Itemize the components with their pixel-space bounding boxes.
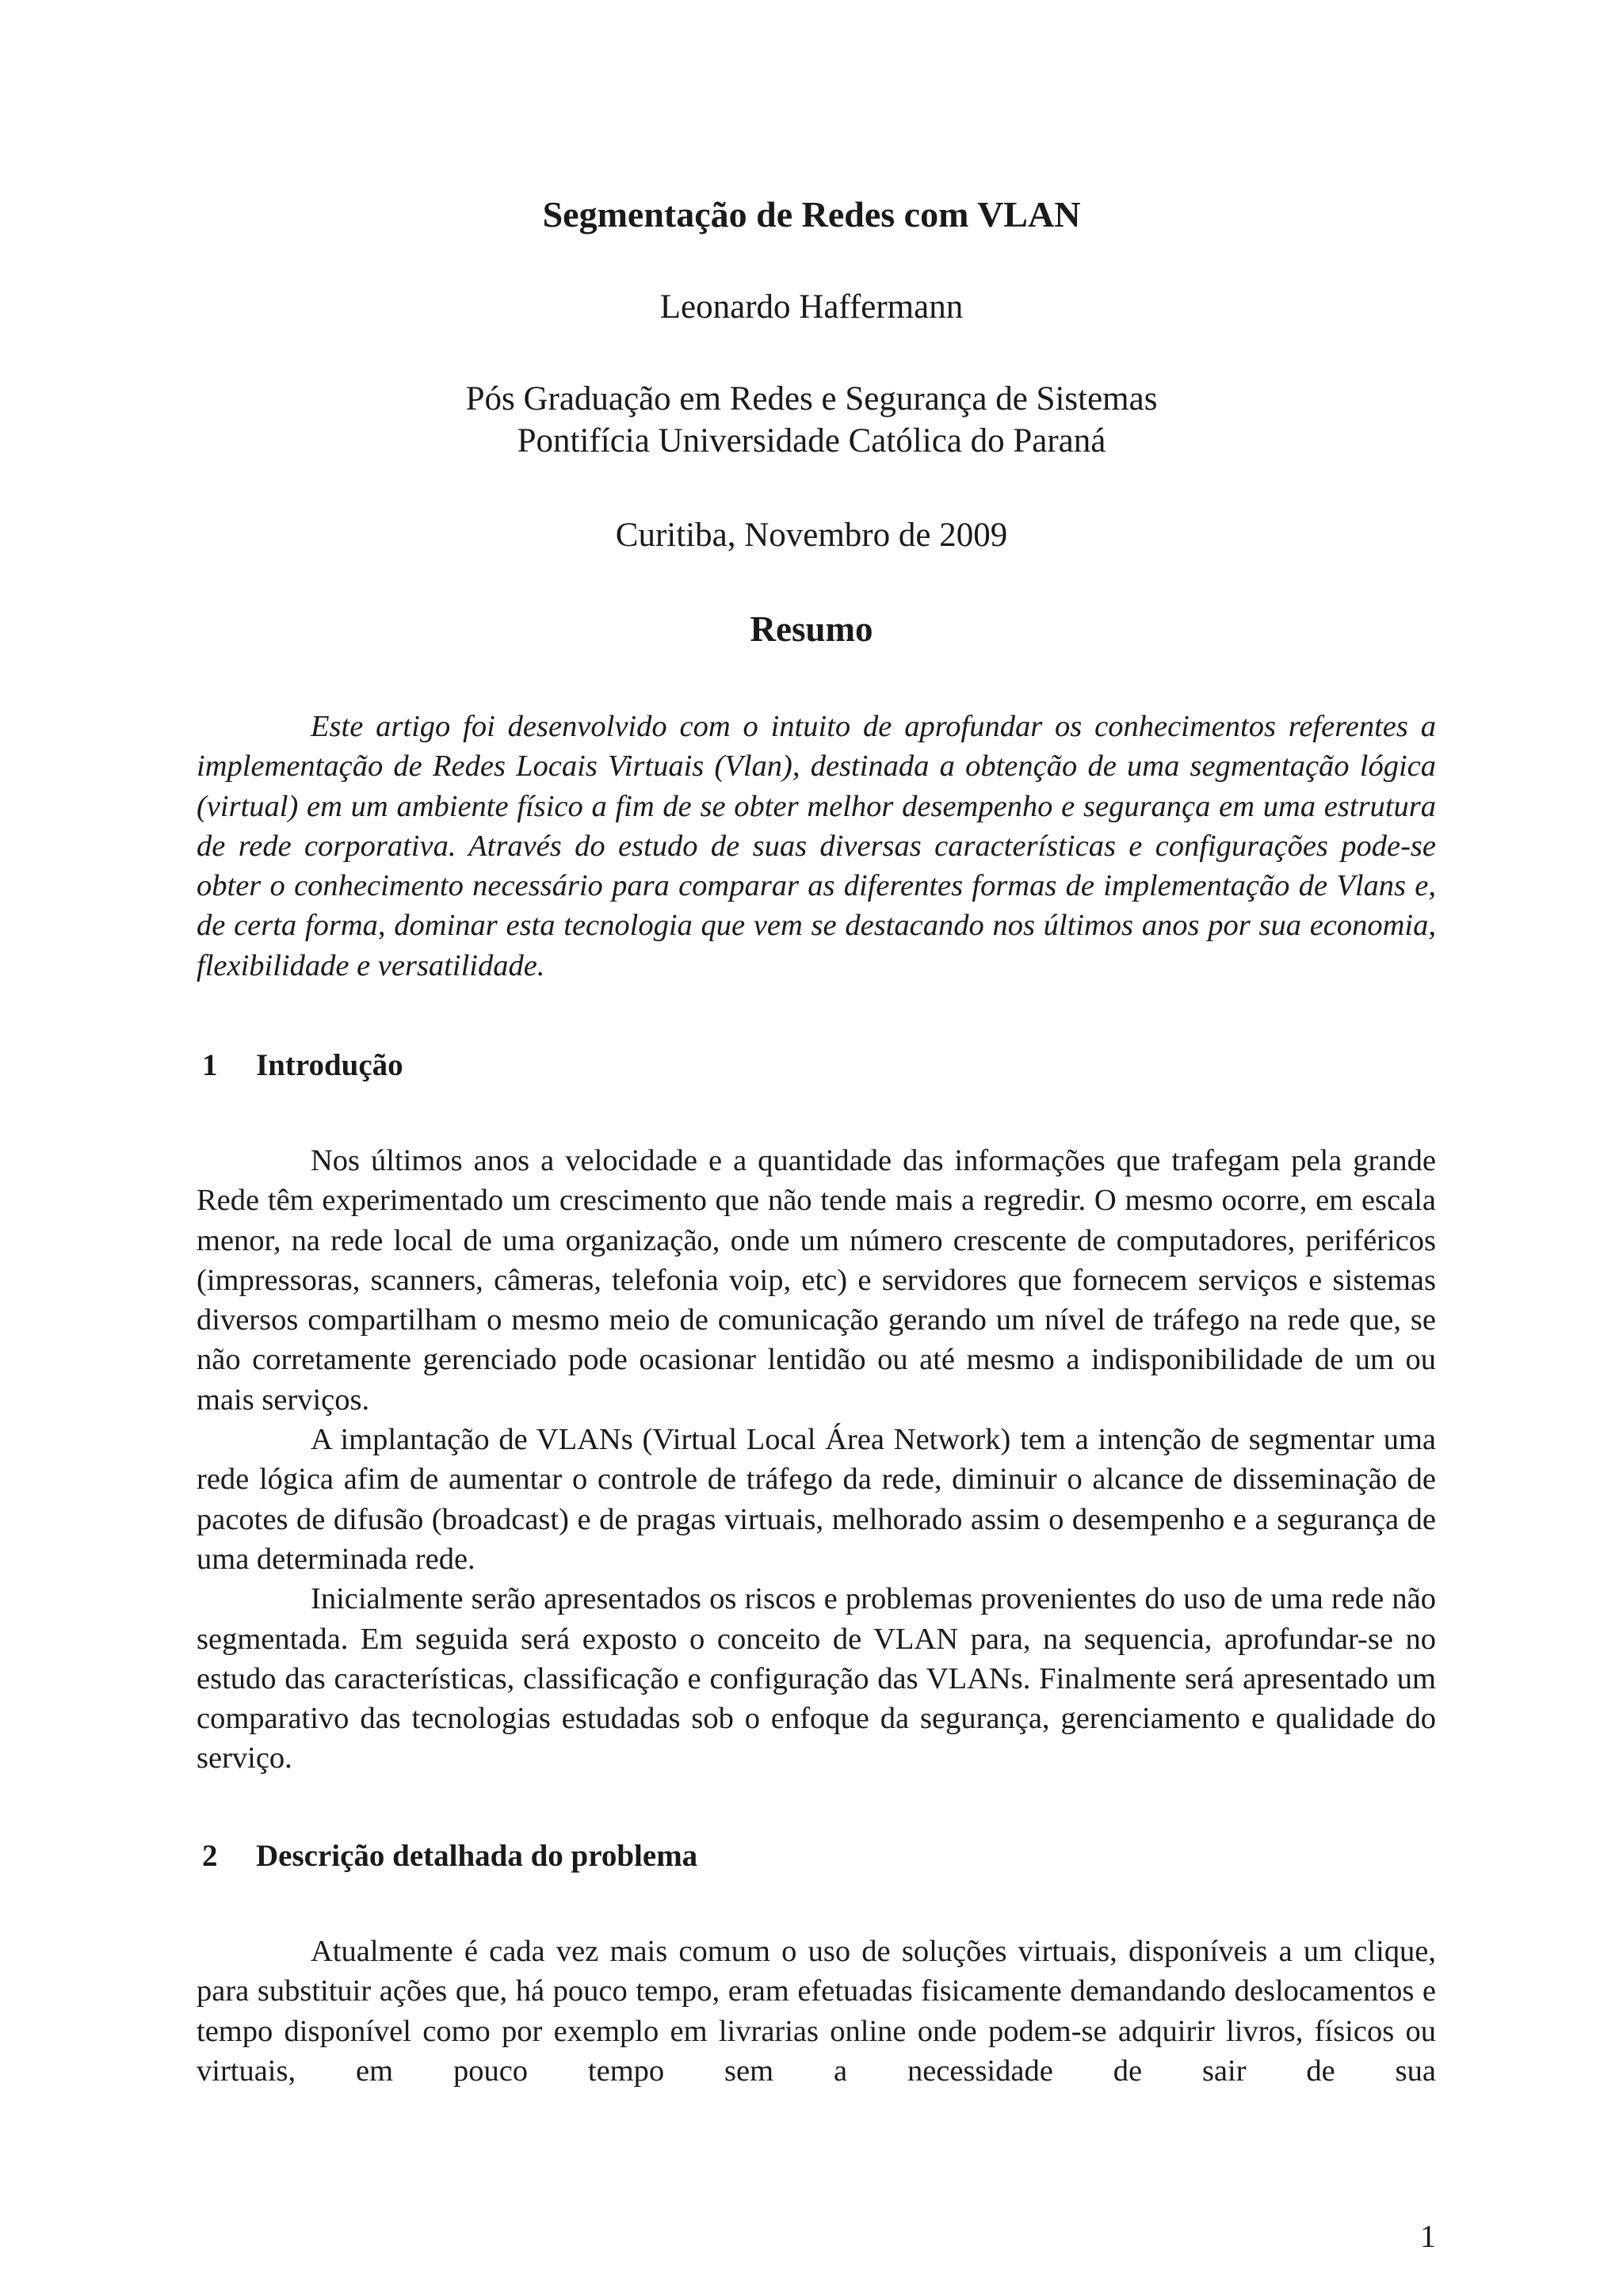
- body-paragraph: Nos últimos anos a velocidade e a quantidade das informações que trafegam pela grande Rede têm experimentado um crescimento que não tende mais a regredir. O mesmo ocorre, em escala menor, na rede local de uma organização, onde um número crescente de computadores, periféricos (impressoras, scanners, câmeras, telefonia voip, etc) e servidores que fornecem serviços e sistemas diversos compartilham o mesmo meio de comunicação gerando um nível de tráfego na rede que, se não corretamente gerenciado pode ocasionar lentidão ou até mesmo a indisponibilidade de um ou mais serviços.: [197, 1144, 1436, 1417]
- section-number: 1: [202, 1048, 218, 1082]
- section-title: Introdução: [256, 1048, 403, 1082]
- body-paragraph: A implantação de VLANs (Virtual Local Área Network) tem a intenção de segmentar uma rede lógica afim de aumentar o controle de tráfego da rede, diminuir o alcance de disseminação de pacotes de difusão (broadcast) e de pragas virtuais, melhorado assim o desempenho e a segurança de uma determinada rede.: [197, 1423, 1436, 1576]
- abstract-paragraph: Este artigo foi desenvolvido com o intuito de aprofundar os conhecimentos referentes a implementação de Redes Locais Virtuais (Vlan), destinada a obtenção de uma segmentação lógica (virtual) em um ambiente físico a fim de se obter melhor desempenho e segurança em uma estrutura de rede corporativa. Através do estudo de suas diversas características e configurações pode-se obter o conhecimento necessário para comparar as diferentes formas de implementação de Vlans e, de certa forma, dominar esta tecnologia que vem se destacando nos últimos anos por sua economia, flexibilidade e versatilidade.: [197, 710, 1436, 982]
- affiliation-university: Pontifícia Universidade Católica do Paraná: [517, 422, 1106, 460]
- section-number: 2: [202, 1839, 218, 1873]
- section-body-descricao: [197, 1932, 1436, 2091]
- page-number: 1: [1420, 2218, 1436, 2254]
- abstract-heading: Resumo: [750, 609, 873, 649]
- dateline: Curitiba, Novembro de 2009: [615, 517, 1008, 554]
- section-heading-descricao: [202, 1836, 697, 1876]
- section-body-introducao: [197, 1141, 1436, 1779]
- affiliation-program: Pós Graduação em Redes e Segurança de Sistemas: [465, 380, 1158, 418]
- section-title: Descrição detalhada do problema: [256, 1839, 698, 1873]
- section-heading-introducao: [202, 1046, 403, 1085]
- author-name: Leonardo Haffermann: [659, 288, 964, 326]
- body-paragraph: Atualmente é cada vez mais comum o uso de soluções virtuais, disponíveis a um clique, para substituir ações que, há pouco tempo, eram efetuadas fisicamente demandando deslocamentos e tempo disponível como por exemplo em livrarias online onde podem-se adquirir livros, físicos ou virtuais, em pouco tempo sem a necessidade de sair de sua: [197, 1935, 1436, 2088]
- body-paragraph: Inicialmente serão apresentados os riscos e problemas provenientes do uso de uma rede não segmentada. Em seguida será exposto o conceito de VLAN para, na sequencia, aprofundar-se no estudo das características, classificação e configuração das VLANs. Finalmente será apresentado um comparativo das tecnologias estudadas sob o enfoque da segurança, gerenciamento e qualidade do serviço.: [197, 1582, 1436, 1775]
- abstract-body: [197, 707, 1436, 986]
- paper-title: Segmentação de Redes com VLAN: [542, 194, 1081, 235]
